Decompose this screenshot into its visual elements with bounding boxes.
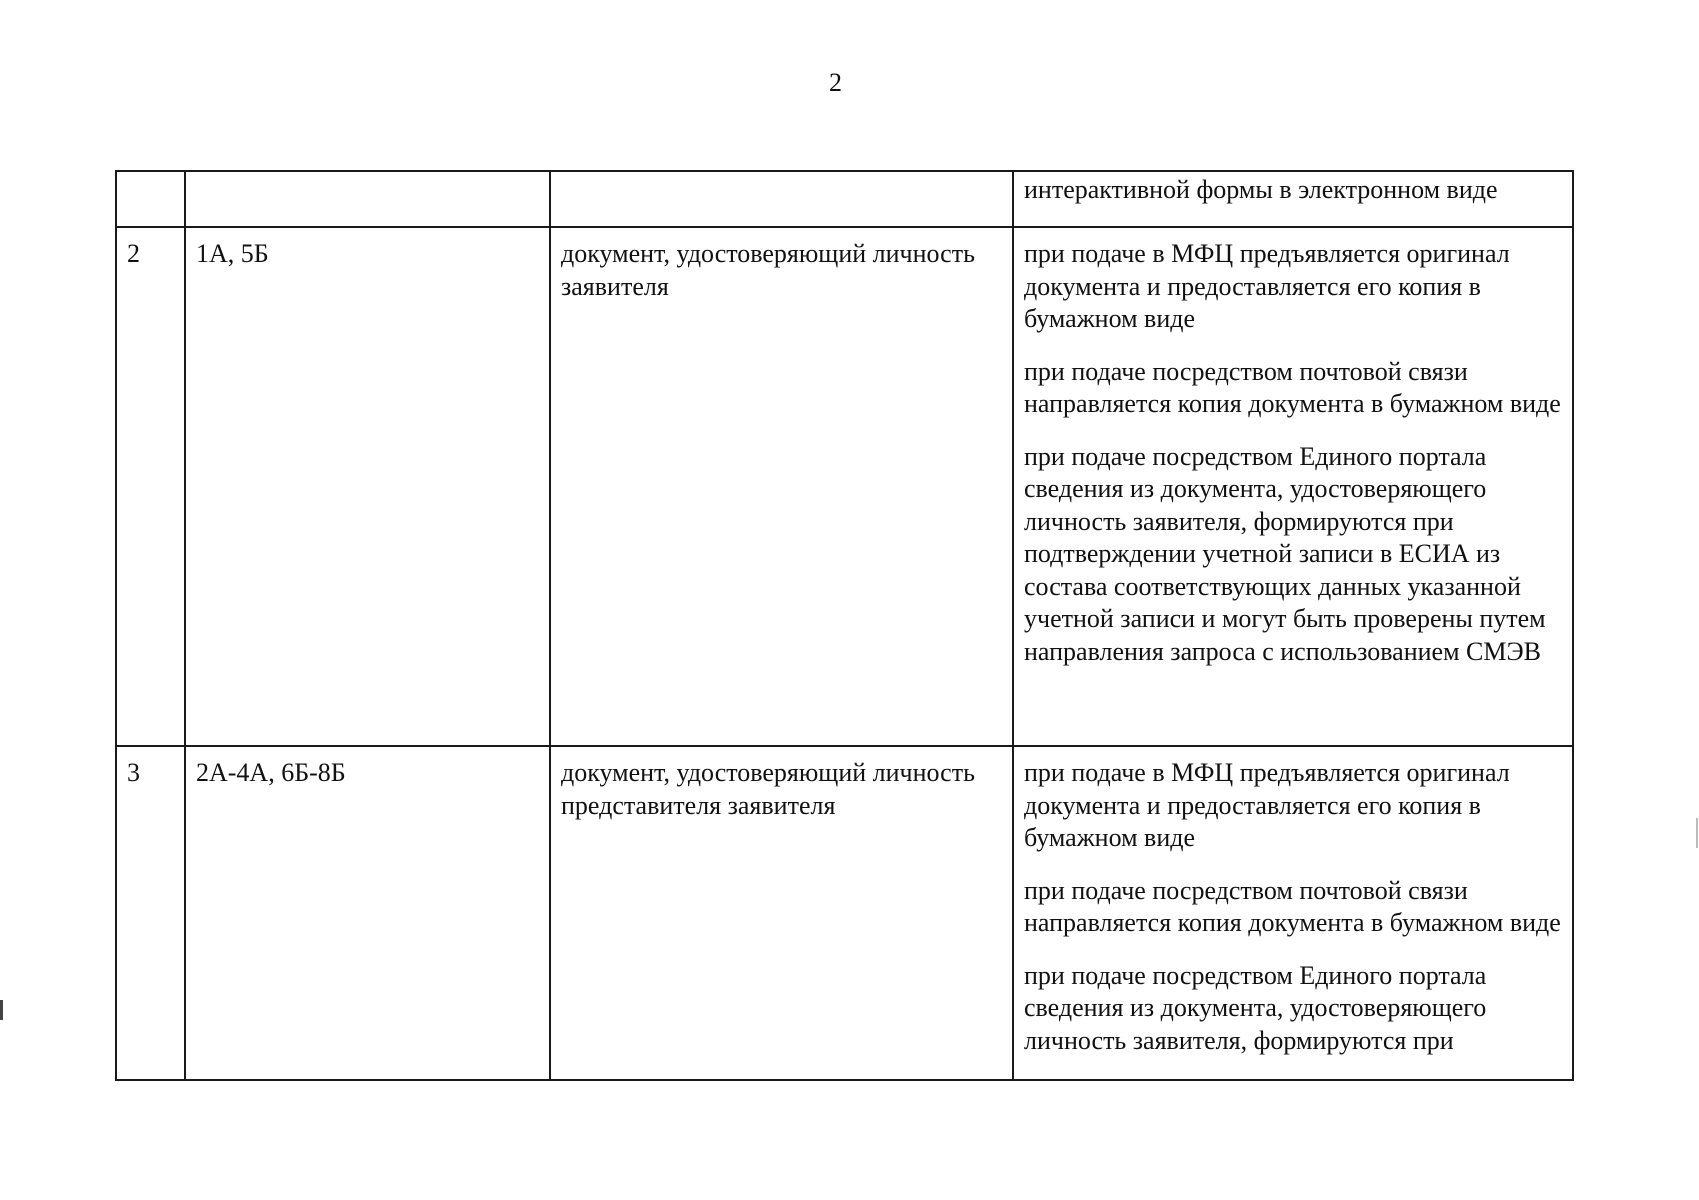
cell-document <box>550 171 1013 227</box>
cell-notes <box>1013 746 1573 1080</box>
cell-document: документ, удостоверяющий личность заявителя <box>550 227 1013 746</box>
note-paragraph: при подаче посредством почтовой связи направляется копия документа в бумажном виде <box>1024 875 1561 937</box>
table-row-continuation <box>116 171 1573 227</box>
cell-document: документ, удостоверяющий личность представителя заявителя <box>550 746 1013 1080</box>
cell-codes: 2А-4А, 6Б-8Б <box>185 746 550 1080</box>
cell-number <box>116 171 185 227</box>
cell-number: 3 <box>116 746 185 1080</box>
cell-codes <box>185 171 550 227</box>
cell-codes: 1А, 5Б <box>185 227 550 746</box>
note-paragraph: при подаче посредством Единого портала сведения из документа, удостоверяющего личность заявителя, формируются при <box>1024 960 1487 1055</box>
note-paragraph: при подаче посредством Единого портала сведения из документа, удостоверяющего личность заявителя, формируются при подтверждении учетной записи в ЕСИА из состава соответствующих данных указанной учетной записи и могут быть проверены путем направления запроса с использованием СМЭВ <box>1024 441 1546 666</box>
requirements-table <box>115 170 1574 1081</box>
note-paragraph: при подаче в МФЦ предъявляется оригинал документа и предоставляется его копия в бумажном виде <box>1024 239 1510 333</box>
table-row <box>116 227 1573 746</box>
scan-edge-mark <box>1696 818 1698 848</box>
cell-number: 2 <box>116 227 185 746</box>
table-row <box>116 746 1573 1080</box>
note-paragraph: при подаче в МФЦ предъявляется оригинал документа и предоставляется его копия в бумажном виде <box>1024 758 1510 852</box>
scan-edge-mark <box>0 1000 3 1020</box>
cell-notes <box>1013 227 1573 746</box>
note-paragraph: при подаче посредством почтовой связи направляется копия документа в бумажном виде <box>1024 356 1561 418</box>
cell-notes: интерактивной формы в электронном виде <box>1013 171 1573 227</box>
page-number: 2 <box>829 68 842 97</box>
